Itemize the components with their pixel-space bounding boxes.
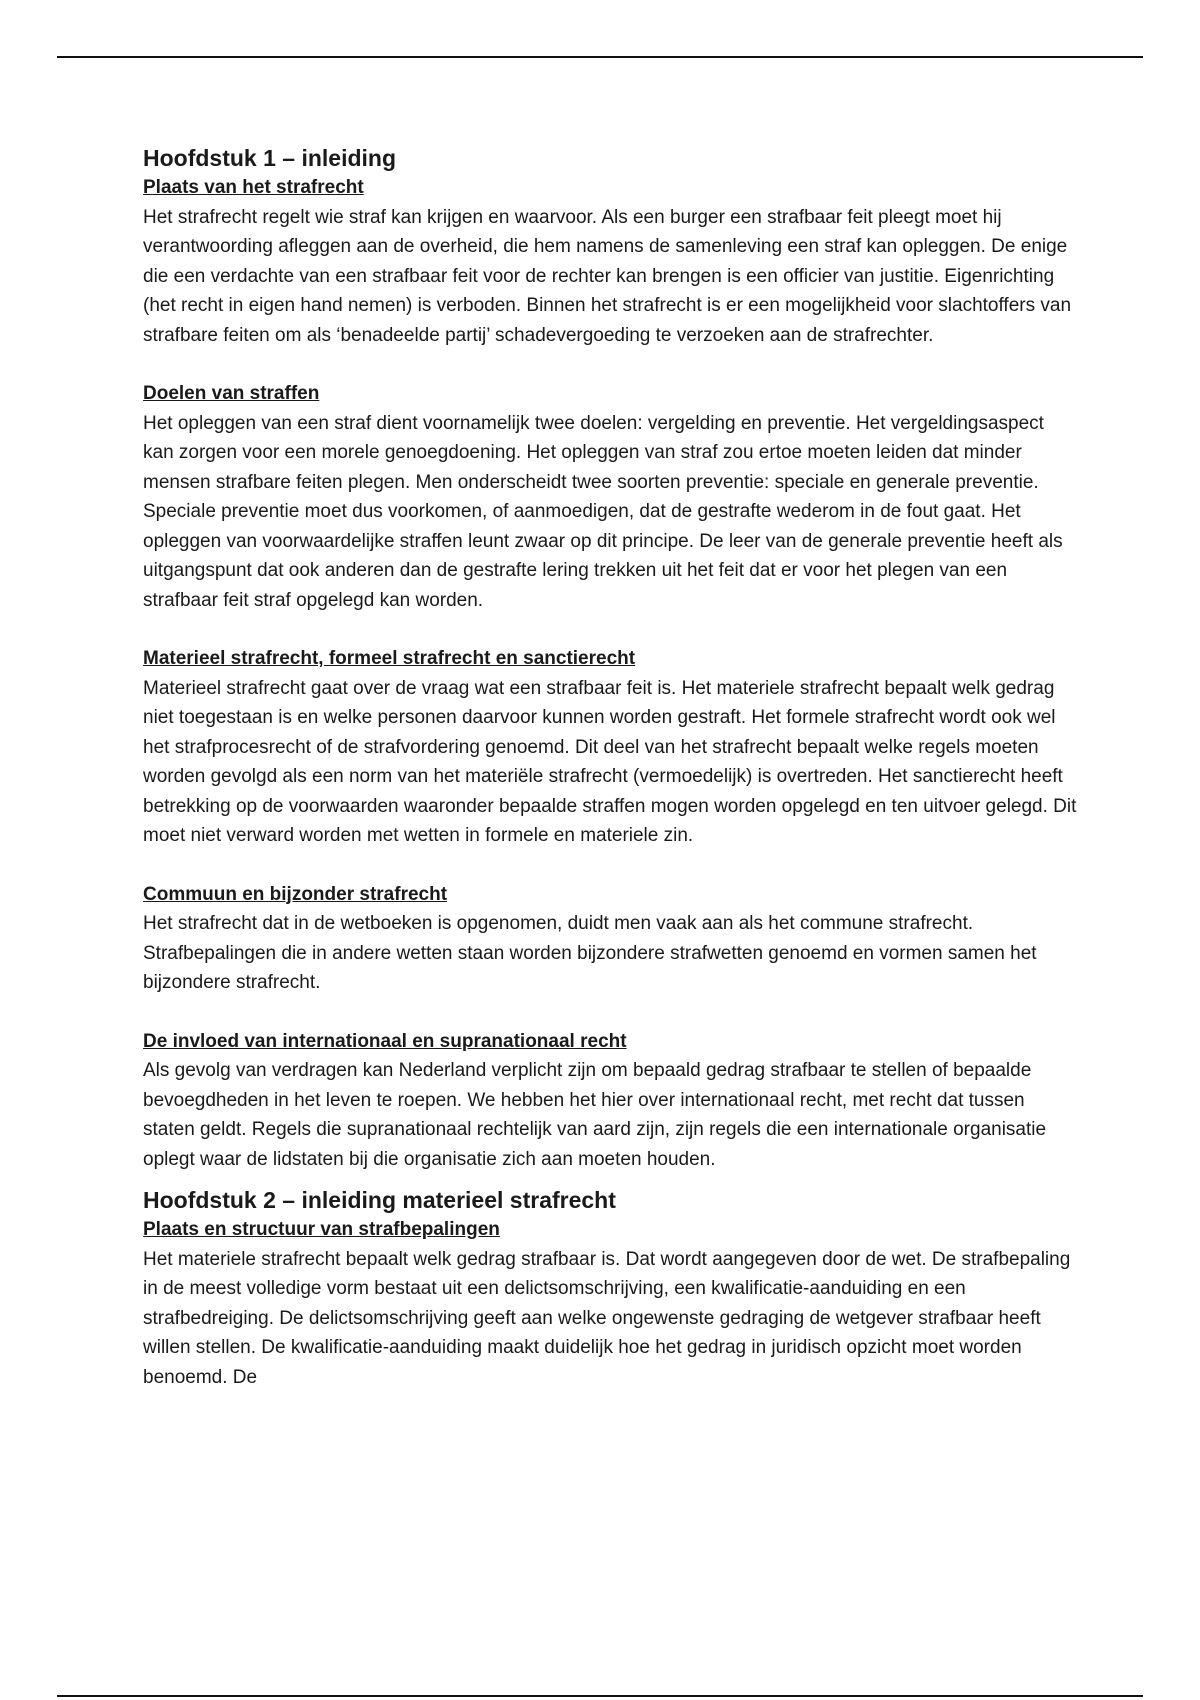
section-heading: Plaats en structuur van strafbepalingen (143, 1219, 500, 1240)
header-rule (57, 56, 1143, 58)
section-paragraph: Het strafrecht dat in de wetboeken is opgenomen, duidt men vaak aan als het commune strafrecht. Strafbepalingen die in andere wetten staan worden bijzondere strafwetten genoemd en vormen samen het bijzondere strafrecht. (143, 913, 1037, 993)
chapter-1-title: Hoofdstuk 1 – inleiding (143, 145, 397, 171)
section-heading: Doelen van straffen (143, 383, 320, 404)
section-heading: Plaats van het strafrecht (143, 177, 364, 198)
section-paragraph: Materieel strafrecht gaat over de vraag wat een strafbaar feit is. Het materiele strafrecht bepaalt welk gedrag niet toegestaan is en welke personen daarvoor kunnen worden gestraft. Het formele strafrecht wordt ook wel het strafprocesrecht of de strafvordering genoemd. Dit deel van het strafrecht bepaalt welke regels moeten worden gevolgd als een norm van het materiële strafrecht (vermoedelijk) is overtreden. Het sanctierecht heeft betrekking op de voorwaarden waaronder bepaalde straffen mogen worden opgelegd en ten uitvoer gelegd. Dit moet niet verward worden met wetten in formele en materiele zin. (143, 677, 1077, 846)
section-doelen-van-straffen (143, 379, 1078, 615)
section-plaats-en-structuur (143, 1215, 1078, 1392)
section-heading: Materieel strafrecht, formeel strafrecht en sanctierecht (143, 648, 636, 669)
section-heading: Commuun en bijzonder strafrecht (143, 883, 448, 905)
section-heading: De invloed van internationaal en supranationaal recht (143, 1030, 627, 1052)
section-materieel-formeel-sanctierecht (143, 644, 1078, 851)
section-paragraph: Als gevolg van verdragen kan Nederland verplicht zijn om bepaald gedrag strafbaar te stellen of bepaalde bevoegdheden in het leven te roepen. We hebben het hier over internationaal recht, met recht dat tussen staten geldt. Regels die supranationaal rechtelijk van aard zijn, zijn regels die een internationale organisatie oplegt waar de lidstaten bij die organisatie zich aan moeten houden. (143, 1060, 1047, 1170)
section-paragraph: Het opleggen van een straf dient voornamelijk twee doelen: vergelding en preventie. Het vergeldingsaspect kan zorgen voor een morele genoegdoening. Het opleggen van straf zou ertoe moeten leiden dat minder mensen strafbare feiten plegen. Men onderscheidt twee soorten preventie: speciale en generale preventie. Speciale preventie moet dus voorkomen, of aanmoedigen, dat de gestrafte wederom in de fout gaat. Het opleggen van voorwaardelijke straffen leunt zwaar op dit principe. De leer van de generale preventie heeft als uitgangspunt dat ook anderen dan de gestrafte lering trekken uit het feit dat er voor het plegen van een strafbaar feit straf opgelegd kan worden. (143, 412, 1063, 611)
section-paragraph: Het materiele strafrecht bepaalt welk gedrag strafbaar is. Dat wordt aangegeven door de wet. De strafbepaling in de meest volledige vorm bestaat uit een delictsomschrijving, een kwalificatie-aanduiding en een strafbedreiging. De delictsomschrijving geeft aan welke ongewenste gedraging de wetgever strafbaar heeft willen stellen. De kwalificatie-aanduiding maakt duidelijk hoe het gedrag in juridisch opzicht moet worden benoemd. De (143, 1248, 1071, 1388)
section-plaats-van-het-strafrecht (143, 173, 1078, 350)
chapter-2-title: Hoofdstuk 2 – inleiding materieel strafrecht (143, 1187, 616, 1213)
section-commuun-en-bijzonder (143, 880, 1078, 998)
document-body (143, 143, 1078, 1392)
section-paragraph: Het strafrecht regelt wie straf kan krijgen en waarvoor. Als een burger een strafbaar feit pleegt moet hij verantwoording afleggen aan de overheid, die hem namens de samenleving een straf kan opleggen. De enige die een verdachte van een strafbaar feit voor de rechter kan brengen is een officier van justitie. Eigenrichting (het recht in eigen hand nemen) is verboden. Binnen het strafrecht is er een mogelijkheid voor slachtoffers van strafbare feiten om als ‘benadeelde partij’ schadevergoeding te verzoeken aan de strafrechter. (143, 206, 1072, 346)
section-internationaal-supranationaal (143, 1027, 1078, 1175)
footer-rule (57, 1695, 1143, 1697)
